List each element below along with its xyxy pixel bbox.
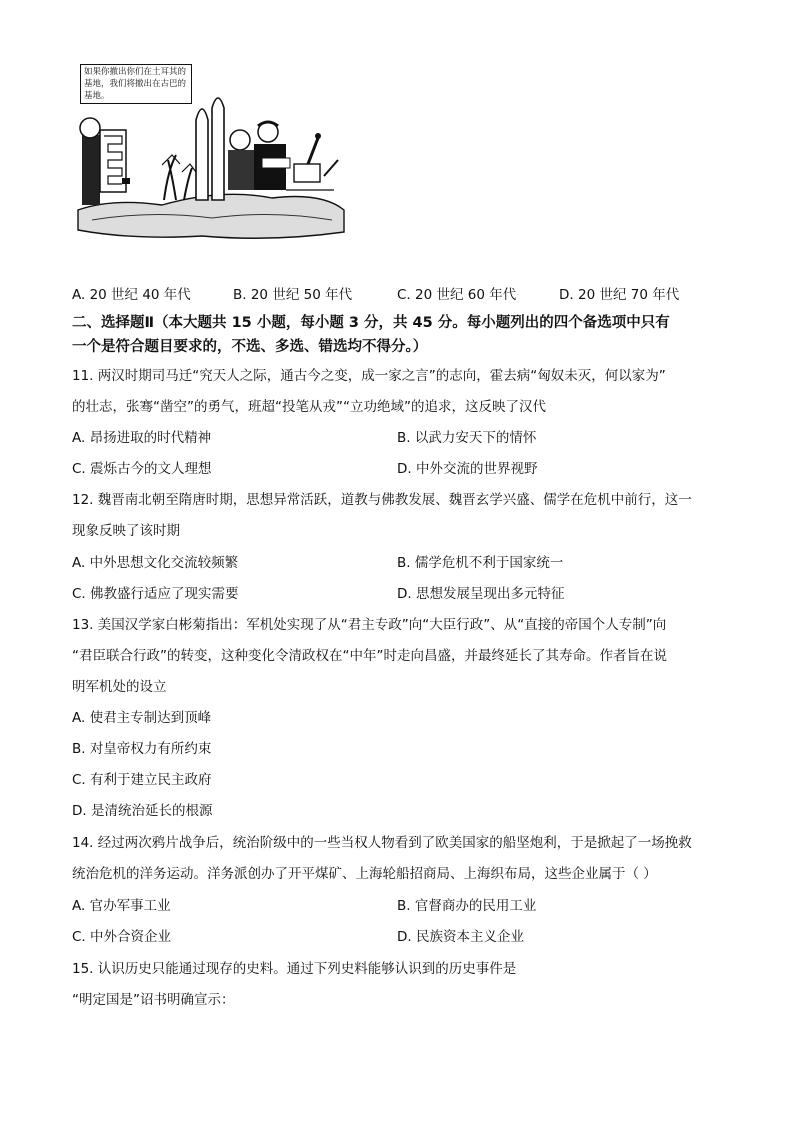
q12-option-c: C. 佛教盛行适应了现实需要 <box>72 586 239 602</box>
speech-bubble: 如果你撤出你们在土耳其的基地，我们将撤出在古巴的基地。 <box>80 64 192 104</box>
q10-option-d: D. 20 世纪 70 年代 <box>559 287 680 303</box>
q10-option-c: C. 20 世纪 60 年代 <box>397 287 517 303</box>
q15-stem-line2: “明定国是”诏书明确宣示： <box>72 992 235 1008</box>
q11-option-d: D. 中外交流的世界视野 <box>397 461 538 477</box>
q13-option-c: C. 有利于建立民主政府 <box>72 772 212 788</box>
q14-option-b: B. 官督商办的民用工业 <box>397 898 537 914</box>
q13-stem-line2: “君臣联合行政”的转变，这种变化令清政权在“中年”时走向昌盛，并最终延长了其寿命。作者旨在说 <box>72 648 667 664</box>
q10-option-a: A. 20 世纪 40 年代 <box>72 287 191 303</box>
q13-option-a: A. 使君主专制达到顶峰 <box>72 710 212 726</box>
q11-stem-line1: 11. 两汉时期司马迁“究天人之际，通古今之变，成一家之言”的志向，霍去病“匈奴未灭，何以家为” <box>72 368 666 384</box>
q10-option-b: B. 20 世纪 50 年代 <box>233 287 353 303</box>
q14-option-a: A. 官办军事工业 <box>72 898 171 914</box>
q12-option-d: D. 思想发展呈现出多元特征 <box>397 586 565 602</box>
q14-option-c: C. 中外合资企业 <box>72 929 172 945</box>
q12-option-b: B. 儒学危机不利于国家统一 <box>397 555 564 571</box>
q11-option-a: A. 昂扬进取的时代精神 <box>72 430 212 446</box>
section2-heading-line2: 一个是符合题目要求的，不选、多选、错选均不得分。） <box>72 339 428 355</box>
q15-stem-line1: 15. 认识历史只能通过现存的史料。通过下列史料能够认识到的历史事件是 <box>72 961 517 977</box>
q13-stem-line1: 13. 美国汉学家白彬菊指出：军机处实现了从“君主专政”向“大臣行政”、从“直接的帝国个人专制”向 <box>72 617 667 633</box>
q14-option-d: D. 民族资本主义企业 <box>397 929 524 945</box>
q11-option-c: C. 震烁古今的文人理想 <box>72 461 212 477</box>
q11-stem-line2: 的壮志，张骞“凿空”的勇气，班超“投笔从戎”“立功绝域”的追求，这反映了汉代 <box>72 399 546 415</box>
q12-stem-line1: 12. 魏晋南北朝至隋唐时期，思想异常活跃，道教与佛教发展、魏晋玄学兴盛、儒学在危机中前行，这一 <box>72 492 692 508</box>
section2-heading-line1: 二、选择题Ⅱ（本大题共 15 小题，每小题 3 分，共 45 分。每小题列出的四个备选项中只有 <box>72 315 670 331</box>
q13-stem-line3: 明军机处的设立 <box>72 679 167 695</box>
q13-option-b: B. 对皇帝权力有所约束 <box>72 741 212 757</box>
q14-stem-line1: 14. 经过两次鸦片战争后，统治阶级中的一些当权人物看到了欧美国家的船坚炮利，于是掀起了一场挽救 <box>72 835 692 851</box>
q11-option-b: B. 以武力安天下的情怀 <box>397 430 537 446</box>
cold-war-cartoon <box>72 60 348 246</box>
q12-option-a: A. 中外思想文化交流较频繁 <box>72 555 239 571</box>
q14-stem-line2: 统治危机的洋务运动。洋务派创办了开平煤矿、上海轮船招商局、上海织布局，这些企业属于（ ） <box>72 866 657 882</box>
q13-option-d: D. 是清统治延长的根源 <box>72 803 213 819</box>
q12-stem-line2: 现象反映了该时期 <box>72 523 180 539</box>
